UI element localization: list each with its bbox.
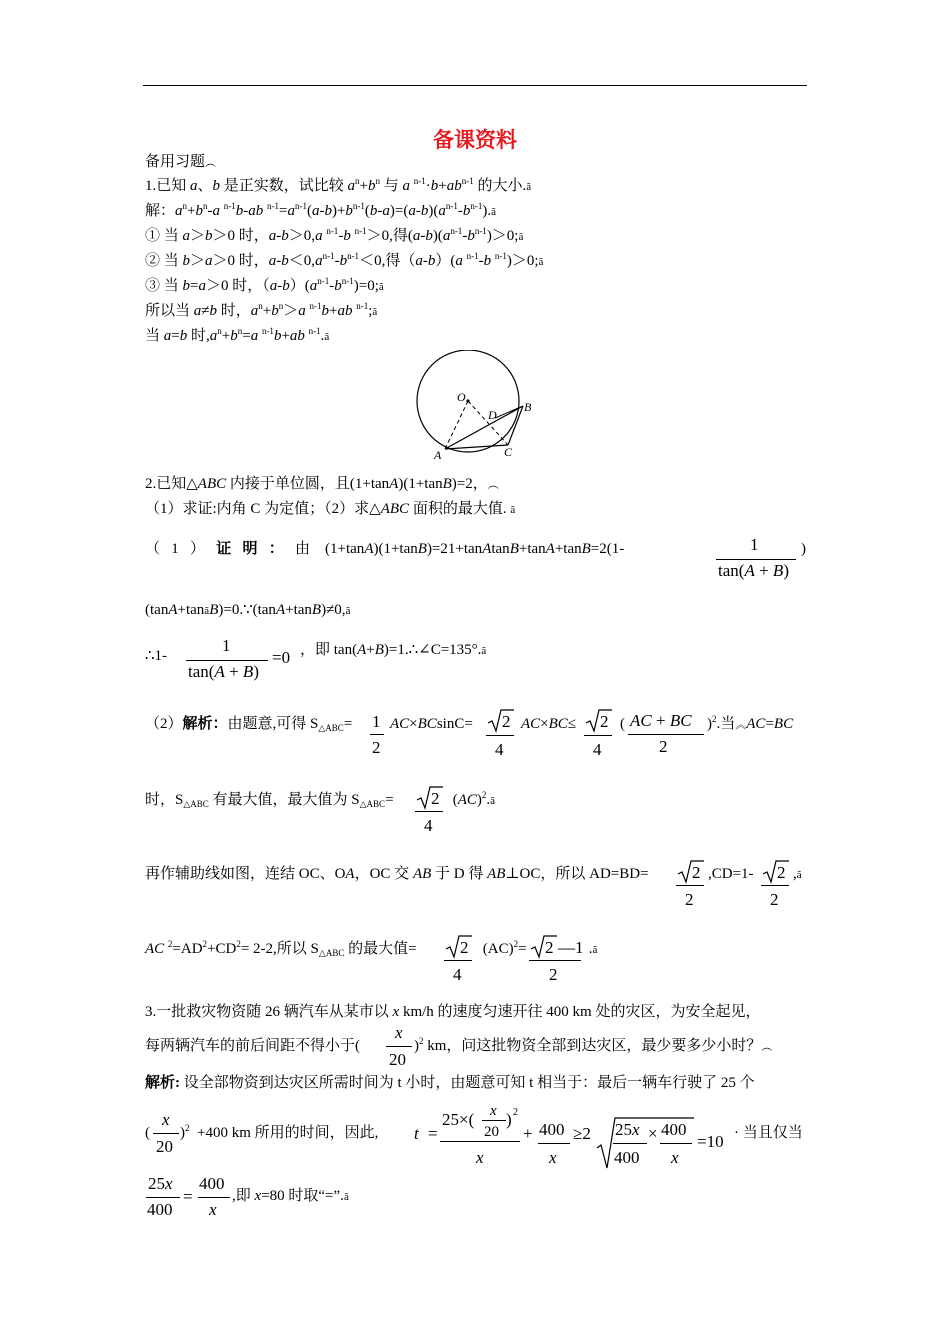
svg-text:2: 2 <box>545 938 554 957</box>
problem-2: 2.已知△ABC 内接于单位圆，且(1+tanA)(1+tanB)=2，︵ <box>145 476 499 492</box>
eq-25x-bar <box>146 1197 180 1198</box>
half-num: 1 <box>372 712 381 731</box>
paren-open: ( <box>620 716 625 732</box>
eq-25x-den: 400 <box>147 1200 173 1219</box>
400x-den: x <box>671 1148 679 1167</box>
x-num-2: x <box>162 1110 170 1129</box>
bar-g <box>529 960 581 961</box>
proof-1-line-2: (tanA+tanãB)=0.∵(tanA+tanB)≠0,ã <box>145 602 351 618</box>
400x-num: 400 <box>661 1120 687 1139</box>
half-den: 2 <box>372 738 381 757</box>
solution-3-end: ,即 x=80 时取“=”.ã <box>232 1188 349 1204</box>
bar-e <box>761 885 789 886</box>
problem-1: 1.已知 a、b 是正实数，试比较 $a^n+b^n$ 与 a $^{n-1}\cdot b+ab^{n-1}$ 的大小.ã <box>145 176 532 194</box>
den-4-b: 4 <box>593 740 602 759</box>
sqrt-2-a <box>487 708 515 734</box>
frac-acbc-den: 2 <box>659 737 668 756</box>
bar-a <box>486 735 514 736</box>
den-4-a: 4 <box>495 740 504 759</box>
cd-end: ,ã <box>793 866 802 882</box>
solution-1-line: 解：$a^n+b^n-a$ $^{n-1}$b-ab $^{n-1}=a^{n-1}(a-b)+b^{n-1}(b-a)=(a-b)(a^{n-1}-b^{n-1}).ã$ <box>145 201 497 219</box>
case-2: ② 当 b＞a＞0 时，$a-b<0,a^{n-1}-b^{n-1}<0$,得（a-b）(a $^{n-1}$-b $^{n-1}$)＞0;ã <box>145 251 544 269</box>
part-2-mid: AC×BCsinC= <box>390 716 473 732</box>
frac-acbc-bar <box>628 734 704 735</box>
frac-acbc-num: AC + BC <box>630 711 692 730</box>
svg-text:2: 2 <box>431 789 440 808</box>
label-D: D <box>488 408 497 422</box>
part-2-mid2: AC×BC≤ <box>521 716 577 732</box>
eq-400-num: 400 <box>199 1174 225 1193</box>
x20-den-2: 20 <box>156 1137 173 1156</box>
den-2-e: 2 <box>770 890 779 909</box>
eq-400-den: x <box>209 1200 217 1219</box>
circle-figure <box>410 350 540 462</box>
ac-squared: (AC)$^2$.ã <box>449 790 496 808</box>
x20-den: 20 <box>389 1050 406 1069</box>
solution-3-line-2: ( <box>145 1125 150 1141</box>
problem-3-line-2b: )$^2$ km，问这批物资全部到达灾区，最少要多少小时？︵ <box>414 1036 773 1054</box>
label-B: B <box>524 400 532 414</box>
den-4-c: 4 <box>424 816 433 835</box>
25x-num: 25x <box>615 1120 640 1139</box>
conclusion-2: 当 a=b 时$,a^n+b^n=a$ $^{n-1}$b+ab $^{n-1}$.ã <box>145 326 330 344</box>
part-2-line: （2）解析：由题意,可得 $S_{\triangle ABC}=$ <box>145 716 353 733</box>
frac2-num: 1 <box>222 636 231 655</box>
x-num: x <box>395 1023 403 1042</box>
sqrt-2-f <box>445 934 473 960</box>
label-C: C <box>504 445 513 459</box>
plus: + <box>523 1124 533 1143</box>
conclusion-1: 所以当 a≠b 时，$a^n+b^n>a$ $^{n-1}$b+ab $^{n-1}$;ã <box>145 301 378 319</box>
t-num-25: 25×( <box>442 1110 475 1129</box>
problem-3-line-1: 3.一批救灾物资随 26 辆汽车从某市以 x km/h 的速度匀速开往 400 km 处的灾区，为安全起见， <box>145 1004 761 1020</box>
problem-2-parts: （1）求证:内角 C 为定值；（2）求△ABC 面积的最大值. ã <box>145 501 516 517</box>
label-A: A <box>434 448 442 462</box>
frac2-den: tan(A + B) <box>188 662 259 681</box>
t-num-close: ) <box>506 1110 512 1129</box>
svg-text:2: 2 <box>777 863 786 882</box>
header-rule <box>143 85 807 86</box>
frac1-num: 1 <box>750 535 759 554</box>
equals-zero: =0 <box>272 648 291 667</box>
x20-bar <box>386 1046 412 1047</box>
svg-text:2: 2 <box>460 938 469 957</box>
25x-den: 400 <box>614 1148 640 1167</box>
svg-text:2: 2 <box>502 712 511 731</box>
geq-2: ≥2 <box>573 1124 591 1143</box>
proof-1-line: （ 1 ） 证 明 ： 由 (1+tanA)(1+tanB)=21+tanAtanB+tanA+tanB=2(1- <box>145 541 625 557</box>
400-den: x <box>549 1148 557 1167</box>
svg-text:—1: —1 <box>558 938 584 957</box>
t-var: t <box>414 1124 419 1143</box>
sqrt-2-minus-1 <box>530 934 585 960</box>
bar-b <box>584 735 612 736</box>
frac1-den: tan(A + B) <box>718 561 789 580</box>
svg-text:2: 2 <box>600 712 609 731</box>
svg-text:2: 2 <box>692 863 701 882</box>
t-eq: = <box>428 1124 438 1143</box>
x20-bar-2 <box>153 1133 179 1134</box>
cd-text: ,CD=1- <box>708 866 754 882</box>
t-den-x: x <box>476 1148 484 1167</box>
t-inner-bar <box>482 1120 506 1121</box>
bar-f <box>444 960 472 961</box>
eq-25x-num: 25x <box>148 1174 173 1193</box>
frac1-bar <box>716 559 796 560</box>
case-3: ③ 当 b=a＞0 时，$(a-b)(a^{n-1}-b^{n-1})=0;ã$ <box>145 276 384 294</box>
proof-1-therefore: ∴1- <box>145 648 168 664</box>
part-2-end: )$^2$.当︽AC=BC <box>707 714 794 732</box>
eq-sign: = <box>183 1187 193 1206</box>
400-bar <box>538 1143 570 1144</box>
den-4-f: 4 <box>453 965 462 984</box>
paren-close: ) <box>801 541 806 557</box>
problem-3-line-2: 每两辆汽车的前后间距不得小于( <box>145 1038 360 1054</box>
sqrt-2-d <box>677 859 705 885</box>
page-title: 备课资料 <box>433 128 517 152</box>
25x-bar <box>613 1143 647 1144</box>
bar-d <box>676 885 704 886</box>
t-main-bar <box>440 1141 520 1142</box>
bar-c <box>415 811 443 812</box>
solution-3-line-2b: )$^2$ +400 km 所用的时间，因此, <box>180 1123 379 1141</box>
label-O: O <box>457 390 466 404</box>
solution-3-when: · 当且仅当 <box>734 1125 803 1141</box>
proof-1-conclusion: ，即 tan(A+B)=1.∴∠C=135°.ã <box>300 642 487 658</box>
sqrt-2-c <box>416 785 444 811</box>
ac2-eq: (AC)$^2$= <box>479 939 527 957</box>
solution-3-line-1: 解析: 设全部物资到达灾区所需时间为 t 小时，由题意可知 t 相当于：最后一辆车行驶了 25 个 <box>145 1075 755 1091</box>
t-inner-den: 20 <box>484 1124 499 1140</box>
eq-400-bar <box>198 1197 230 1198</box>
final-dot: .ã <box>585 941 598 957</box>
400-num: 400 <box>539 1120 565 1139</box>
sqrt-2-e <box>762 859 790 885</box>
part-2-max: 时，$S_{\triangle ABC}$ 有最大值，最大值为 $S_{\triangle ABC}=$ <box>145 792 394 809</box>
times: × <box>648 1124 658 1143</box>
eq-10: =10 <box>697 1132 724 1151</box>
sqrt-2-b <box>585 708 613 734</box>
frac2-bar <box>186 660 268 661</box>
ac-squared-line: AC $^2=AD^2+CD^2= 2-2$,所以 $S_{\triangle ABC}$ 的最大值= <box>145 939 417 958</box>
aux-line: 再作辅助线如图，连结 OC、OA，OC 交 AB 于 D 得 AB⊥OC，所以 AD=BD= <box>145 866 649 882</box>
400x-bar <box>660 1143 692 1144</box>
t-num-x: x <box>490 1103 497 1119</box>
t-num-sq: 2 <box>513 1107 518 1118</box>
den-2-g: 2 <box>549 965 558 984</box>
case-1: ① 当 a＞b＞0 时，a-b＞0,a $^{n-1}$-b $^{n-1}$＞0,得$(a-b)(a^{n-1}-b^{n-1})>0;ã$ <box>145 226 524 244</box>
section-label: 备用习题︵ <box>145 154 217 170</box>
half-bar <box>370 734 384 735</box>
den-2-d: 2 <box>685 890 694 909</box>
